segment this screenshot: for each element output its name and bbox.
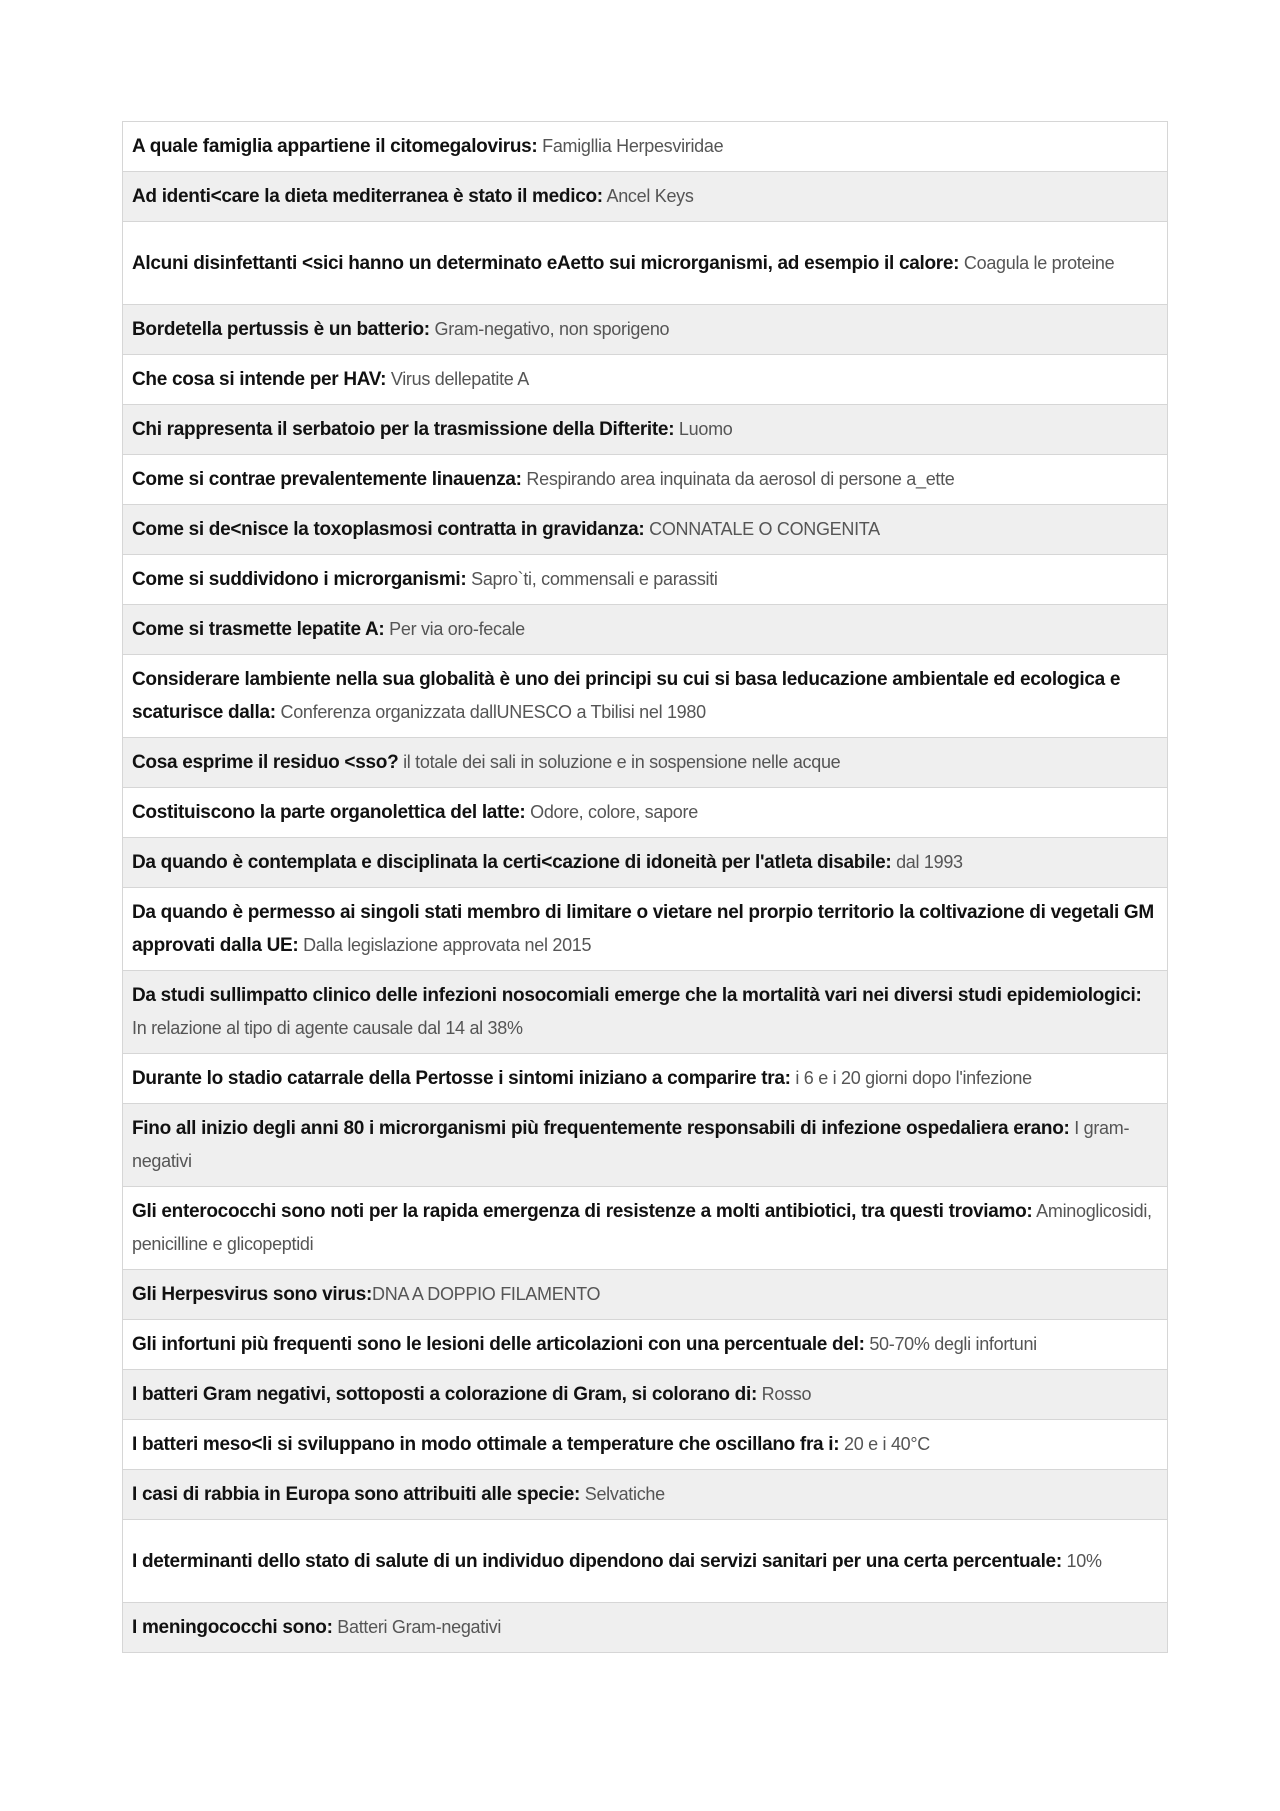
- qa-row: [123, 355, 1167, 405]
- question: I batteri meso<li si sviluppano in modo ottimale a temperature che oscillano fra i:: [132, 1434, 840, 1455]
- question: Bordetella pertussis è un batterio:: [132, 319, 430, 340]
- answer: Luomo: [674, 419, 733, 439]
- answer: 20 e i 40°C: [839, 1434, 930, 1454]
- qa-row: [123, 1054, 1167, 1104]
- question: I casi di rabbia in Europa sono attribuiti alle specie:: [132, 1484, 581, 1505]
- qa-row: [123, 405, 1167, 455]
- answer: Conferenza organizzata dallUNESCO a Tbilisi nel 1980: [275, 701, 706, 722]
- answer: DNA A DOPPIO FILAMENTO: [372, 1284, 601, 1304]
- answer: Sapro`ti, commensali e parassiti: [466, 569, 718, 589]
- qa-row: [123, 1470, 1167, 1520]
- answer: Batteri Gram-negativi: [332, 1617, 502, 1637]
- answer: Coagula le proteine: [959, 252, 1115, 273]
- qa-row: [123, 838, 1167, 888]
- question: Ad identi<care la dieta mediterranea è stato il medico:: [132, 186, 603, 207]
- answer: Odore, colore, sapore: [525, 802, 698, 822]
- answer: Selvatiche: [580, 1484, 665, 1504]
- answer: Rosso: [756, 1384, 812, 1404]
- answer: il totale dei sali in soluzione e in sospensione nelle acque: [398, 752, 841, 772]
- qa-row: [123, 172, 1167, 222]
- question: Che cosa si intende per HAV:: [132, 369, 387, 390]
- qa-row: [123, 1320, 1167, 1370]
- answer: dal 1993: [891, 852, 963, 872]
- question: Cosa esprime il residuo <sso?: [132, 752, 399, 773]
- qa-table: [122, 121, 1168, 1653]
- answer: 50-70% degli infortuni: [864, 1334, 1037, 1354]
- qa-row: [123, 455, 1167, 505]
- qa-row: [123, 655, 1167, 738]
- question: Da studi sullimpatto clinico delle infezioni nosocomiali emerge che la mortalità vari nei diversi studi epidemiologici:: [132, 985, 1142, 1006]
- question: Costituiscono la parte organolettica del latte:: [132, 802, 526, 823]
- qa-row: [123, 605, 1167, 655]
- question: Come si suddividono i microrganismi:: [132, 569, 467, 590]
- answer: Famigllia Herpesviridae: [537, 136, 724, 156]
- answer: Aminoglicosidi, penicilline e glicopeptidi: [132, 1201, 1152, 1254]
- answer: Respirando area inquinata da aerosol di persone a_ette: [521, 469, 955, 489]
- question: A quale famiglia appartiene il citomegalovirus:: [132, 136, 538, 157]
- qa-row: [123, 888, 1167, 971]
- qa-row: [123, 1370, 1167, 1420]
- answer: Ancel Keys: [602, 186, 694, 206]
- question: I determinanti dello stato di salute di un individuo dipendono dai servizi sanitari per una certa percentuale:: [132, 1550, 1062, 1572]
- qa-row: [123, 1520, 1167, 1603]
- qa-row: [123, 222, 1167, 305]
- answer: I gram-negativi: [132, 1118, 1130, 1171]
- question: Gli Herpesvirus sono virus:: [132, 1284, 373, 1305]
- question: I batteri Gram negativi, sottoposti a colorazione di Gram, si colorano di:: [132, 1384, 757, 1405]
- question: Considerare lambiente nella sua globalità è uno dei principi su cui si basa leducazione ambientale ed ecologica e scaturisce dalla:: [132, 668, 1121, 723]
- answer: CONNATALE O CONGENITA: [644, 519, 880, 539]
- question: Fino all inizio degli anni 80 i microrganismi più frequentemente responsabili di infezione ospedaliera erano:: [132, 1118, 1070, 1139]
- question: Come si contrae prevalentemente linauenza:: [132, 469, 522, 490]
- qa-row: [123, 555, 1167, 605]
- qa-row: [123, 1104, 1167, 1187]
- qa-row: [123, 788, 1167, 838]
- question: Alcuni disinfettanti <sici hanno un determinato eAetto sui microrganismi, ad esempio il calore:: [132, 252, 960, 274]
- qa-row: [123, 305, 1167, 355]
- answer: Gram-negativo, non sporigeno: [429, 319, 670, 339]
- answer: Dalla legislazione approvata nel 2015: [298, 934, 592, 955]
- question: Come si trasmette lepatite A:: [132, 619, 385, 640]
- answer: Virus dellepatite A: [386, 369, 529, 389]
- qa-row: [123, 505, 1167, 555]
- question: Durante lo stadio catarrale della Pertosse i sintomi iniziano a comparire tra:: [132, 1068, 791, 1089]
- qa-row: [123, 1270, 1167, 1320]
- answer: Per via oro-fecale: [384, 619, 525, 639]
- question: Gli infortuni più frequenti sono le lesioni delle articolazioni con una percentuale del:: [132, 1334, 865, 1355]
- question: Come si de<nisce la toxoplasmosi contratta in gravidanza:: [132, 519, 645, 540]
- qa-row: [123, 1603, 1167, 1653]
- qa-row: [123, 122, 1167, 172]
- question: Gli enterococchi sono noti per la rapida emergenza di resistenze a molti antibiotici, tra questi troviamo:: [132, 1201, 1033, 1222]
- qa-row: [123, 1420, 1167, 1470]
- question: Chi rappresenta il serbatoio per la trasmissione della Difterite:: [132, 419, 675, 440]
- question: Da quando è permesso ai singoli stati membro di limitare o vietare nel prorpio territorio la coltivazione di vegetali GM approvati dalla UE:: [132, 901, 1154, 956]
- answer: i 6 e i 20 giorni dopo l'infezione: [790, 1068, 1032, 1088]
- qa-row: [123, 1187, 1167, 1270]
- answer: 10%: [1061, 1550, 1102, 1571]
- question: Da quando è contemplata e disciplinata la certi<cazione di idoneità per l'atleta disabile:: [132, 852, 892, 873]
- qa-row: [123, 738, 1167, 788]
- answer: In relazione al tipo di agente causale dal 14 al 38%: [132, 1018, 523, 1038]
- question: I meningococchi sono:: [132, 1617, 333, 1638]
- qa-row: [123, 971, 1167, 1054]
